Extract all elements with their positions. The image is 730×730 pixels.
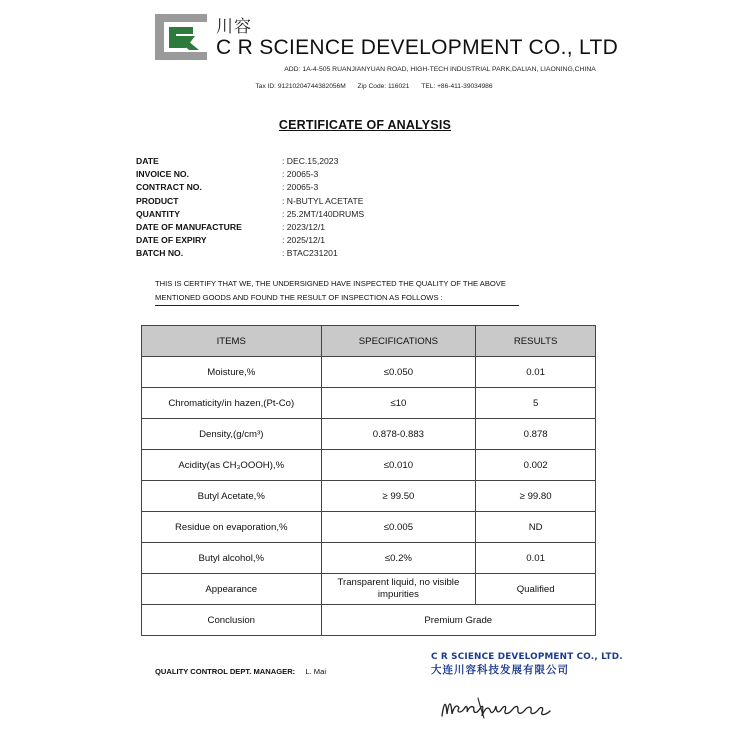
table-row (142, 574, 596, 605)
spec-cell: 0.878-0.883 (321, 419, 476, 450)
tax-id: Tax ID: 91210204744382056M (255, 83, 346, 90)
table-row (142, 543, 596, 574)
item-cell: Butyl alcohol,% (142, 543, 322, 574)
spec-cell: ≤0.2% (321, 543, 476, 574)
column-header-specifications: SPECIFICATIONS (321, 326, 476, 357)
info-row: PRODUCT : N-BUTYL ACETATE (136, 195, 364, 206)
company-logo-icon (155, 14, 207, 60)
conclusion-value: Premium Grade (321, 605, 595, 636)
item-cell: Residue on evaporation,% (142, 512, 322, 543)
stamp-english-name: C R SCIENCE DEVELOPMENT CO., LTD. (431, 652, 623, 662)
info-row: BATCH NO. : BTAC231201 (136, 248, 338, 259)
table-header-row (142, 326, 596, 357)
result-cell: ≥ 99.80 (476, 481, 596, 512)
spec-cell: ≤10 (321, 388, 476, 419)
company-name: C R SCIENCE DEVELOPMENT CO., LTD (216, 36, 619, 59)
handwritten-signature (438, 692, 558, 722)
result-cell: 0.002 (476, 450, 596, 481)
table-row (142, 512, 596, 543)
telephone: TEL: +86-411-39034986 (421, 83, 493, 90)
spec-cell: ≤0.050 (321, 357, 476, 388)
item-cell: Density,(g/cm³) (142, 419, 322, 450)
result-cell: ND (476, 512, 596, 543)
qc-manager-name: L. Mai (305, 667, 327, 676)
item-cell: Chromaticity/in hazen,(Pt-Co) (142, 388, 322, 419)
item-cell: Moisture,% (142, 357, 322, 388)
conclusion-row (142, 605, 596, 636)
conclusion-label: Conclusion (142, 605, 322, 636)
spec-cell: ≤0.010 (321, 450, 476, 481)
info-row: DATE OF MANUFACTURE : 2023/12/1 (136, 222, 326, 233)
certification-statement (155, 277, 519, 306)
qc-manager-line (155, 667, 326, 676)
info-row: QUANTITY : 25.2MT/140DRUMS (136, 208, 365, 219)
spec-cell: ≤0.005 (321, 512, 476, 543)
result-cell: 0.878 (476, 419, 596, 450)
table-row (142, 357, 596, 388)
zip-code: Zip Code: 116021 (357, 83, 410, 90)
company-address: ADD: 1A-4-505 RUANJIANYUAN ROAD, HIGH-TECH INDUSTRIAL PARK,DALIAN, LIAONING,CHINA (284, 66, 596, 73)
result-cell: 0.01 (476, 543, 596, 574)
certify-line-2: MENTIONED GOODS AND FOUND THE RESULT OF INSPECTION AS FOLLOWS : (155, 291, 519, 306)
qc-manager-label: QUALITY CONTROL DEPT. MANAGER: (155, 667, 296, 676)
table-row (142, 419, 596, 450)
company-stamp (431, 651, 623, 677)
info-row: CONTRACT NO. : 20065-3 (136, 182, 319, 193)
analysis-table (141, 325, 596, 636)
column-header-items: ITEMS (142, 326, 322, 357)
result-cell: 0.01 (476, 357, 596, 388)
stamp-chinese-name: 大连川容科技发展有限公司 (431, 664, 569, 676)
document-title: CERTIFICATE OF ANALYSIS (278, 118, 452, 132)
shipment-info-block (136, 155, 364, 261)
info-row: DATE : DEC.15,2023 (136, 156, 339, 166)
item-cell: Butyl Acetate,% (142, 481, 322, 512)
info-row: DATE OF EXPIRY : 2025/12/1 (136, 235, 326, 246)
item-cell: Appearance (142, 574, 322, 605)
item-cell: Acidity(as CH₃OOOH),% (142, 450, 322, 481)
company-contact-line (0, 83, 730, 90)
info-row: INVOICE NO. : 20065-3 (136, 169, 319, 180)
company-chinese-name: 川容 (216, 17, 252, 37)
table-row (142, 481, 596, 512)
column-header-results: RESULTS (476, 326, 596, 357)
spec-cell: Transparent liquid, no visible impurities (321, 574, 476, 605)
certify-line-1: THIS IS CERTIFY THAT WE, THE UNDERSIGNED HAVE INSPECTED THE QUALITY OF THE ABOVE (155, 279, 506, 288)
table-row (142, 388, 596, 419)
spec-cell: ≥ 99.50 (321, 481, 476, 512)
result-cell: 5 (476, 388, 596, 419)
result-cell: Qualified (476, 574, 596, 605)
table-row (142, 450, 596, 481)
